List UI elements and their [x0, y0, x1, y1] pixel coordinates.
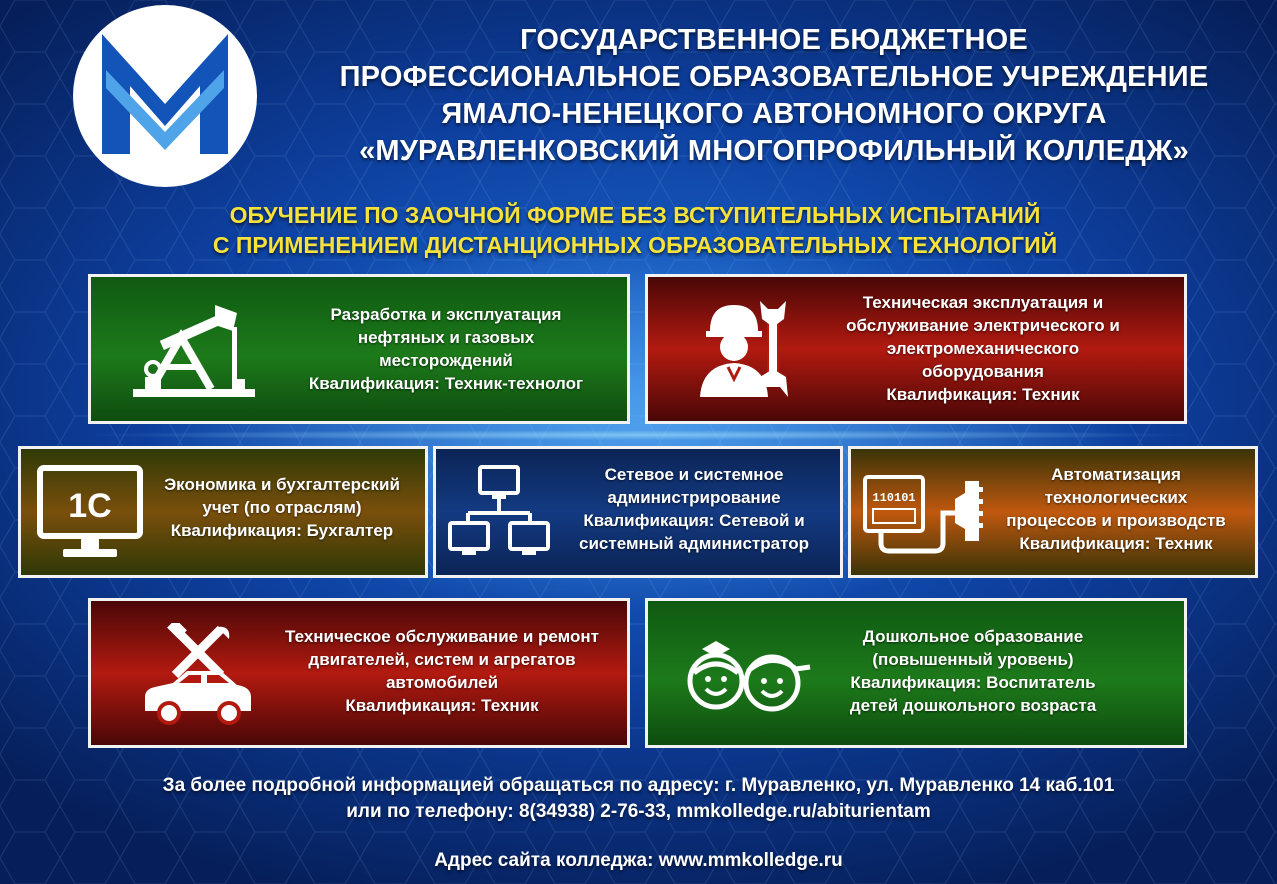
website-address: Адрес сайта колледжа: www.mmkolledge.ru [434, 850, 843, 871]
card-line: нефтяных и газовых [357, 328, 535, 347]
card-line: администрирование [607, 488, 781, 507]
card-qualification: Квалификация: Техник [345, 696, 539, 715]
study-form-subtitle [130, 200, 1140, 260]
card-line: двигателей, систем и агрегатов [308, 650, 576, 669]
institution-title [290, 22, 1258, 170]
card-line: Разработка и эксплуатация [330, 305, 562, 324]
header-line: ПРОФЕССИОНАЛЬНОЕ ОБРАЗОВАТЕЛЬНОЕ УЧРЕЖДЕНИЕ [339, 61, 1209, 93]
card-line: электромеханического [886, 339, 1080, 358]
header-line: «МУРАВЛЕНКОВСКИЙ МНОГОПРОФИЛЬНЫЙ КОЛЛЕДЖ» [359, 135, 1189, 167]
subtitle-line: ОБУЧЕНИЕ ПО ЗАОЧНОЙ ФОРМЕ БЕЗ ВСТУПИТЕЛЬНЫХ ИСПЫТАНИЙ [229, 202, 1041, 228]
card-line: (повышенный уровень) [872, 650, 1074, 669]
engineer-wrench-icon [696, 297, 800, 401]
card-qualification: системный администратор [579, 534, 809, 553]
card-line: процессов и производств [1006, 511, 1226, 530]
header-line: ГОСУДАРСТВЕННОЕ БЮДЖЕТНОЕ [520, 24, 1028, 56]
program-card-electrical [645, 274, 1187, 424]
car-tools-icon [139, 623, 257, 727]
card-qualification: Квалификация: Воспитатель [850, 673, 1096, 692]
program-card-automation [848, 446, 1258, 578]
monitor-1c-icon [37, 465, 143, 561]
meter-circuit-icon [861, 473, 985, 559]
subtitle-line: С ПРИМЕНЕНИЕМ ДИСТАНЦИОННЫХ ОБРАЗОВАТЕЛЬНЫХ ТЕХНОЛОГИЙ [212, 232, 1058, 258]
contact-address: За более подробной информацией обращаться по адресу: г. Муравленко, ул. Муравленко 14 каб.101 [162, 775, 1115, 796]
card-line: месторождений [379, 351, 513, 370]
card-line: Техническое обслуживание и ремонт [285, 627, 599, 646]
card-line: Автоматизация [1051, 465, 1181, 484]
network-computers-icon [446, 463, 552, 567]
program-card-network [433, 446, 843, 578]
meter-digits: 110101 [872, 491, 916, 505]
college-logo-icon [72, 4, 258, 188]
card-line: автомобилей [385, 673, 499, 692]
monitor-1c-label: 1С [68, 487, 112, 525]
card-line: оборудования [922, 362, 1044, 381]
card-line: Техническая эксплуатация и [862, 293, 1104, 312]
card-qualification: детей дошкольного возраста [849, 696, 1097, 715]
program-card-auto-repair [88, 598, 630, 748]
children-faces-icon [686, 639, 812, 713]
card-line: Дошкольное образование [862, 627, 1084, 646]
oil-pump-icon [129, 297, 259, 401]
card-line: технологических [1044, 488, 1188, 507]
card-line: Экономика и бухгалтерский [164, 475, 400, 494]
card-qualification: Квалификация: Техник-технолог [308, 374, 584, 393]
card-line: учет (по отраслям) [202, 498, 362, 517]
contact-phone: или по телефону: 8(34938) 2-76-33, mmkolledge.ru/abiturientam [346, 801, 931, 822]
card-line: обслуживание электрического и [846, 316, 1120, 335]
card-qualification: Квалификация: Сетевой и [583, 511, 805, 530]
card-qualification: Квалификация: Техник [1019, 534, 1213, 553]
card-qualification: Квалификация: Техник [886, 385, 1080, 404]
program-card-accounting [18, 446, 428, 578]
program-card-preschool [645, 598, 1187, 748]
card-line: Сетевое и системное [604, 465, 784, 484]
program-card-oil-gas [88, 274, 630, 424]
header-line: ЯМАЛО-НЕНЕЦКОГО АВТОНОМНОГО ОКРУГА [441, 98, 1107, 130]
card-qualification: Квалификация: Бухгалтер [170, 521, 394, 540]
light-streak [80, 430, 1200, 440]
